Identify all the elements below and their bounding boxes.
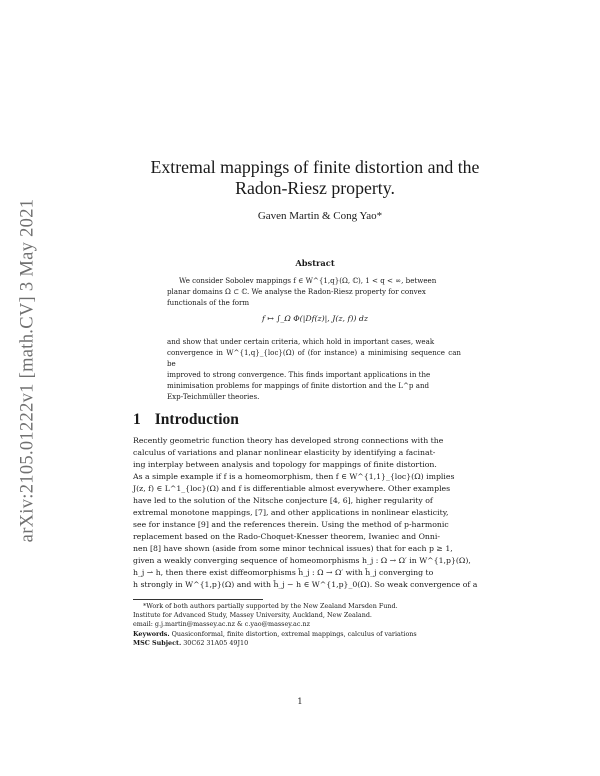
footnote-rule (133, 599, 263, 600)
footnote-keywords (133, 630, 496, 639)
body-line: given a weakly converging sequence of homeomorphisms h_j : Ω → Ω′ in W^{1,p}(Ω), (133, 556, 471, 565)
footnotes (133, 602, 496, 648)
abstract-heading: Abstract (295, 258, 335, 268)
abstract-paragraph-1 (167, 275, 461, 308)
abstract-line: improved to strong convergence. This finds important applications in the (167, 370, 431, 379)
footnote-msc (133, 639, 496, 648)
body-line: calculus of variations and planar nonlinear elasticity by identifying a facinat- (133, 448, 436, 457)
abstract-line: Exp-Teichmüller theories. (167, 392, 260, 401)
paper-title (110, 157, 520, 199)
body-line: J(z, f) ∈ L^1_{loc}(Ω) and f is differentiable almost everywhere. Other examples (133, 484, 451, 493)
arxiv-identifier-text: arXiv:2105.01222v1 [math.CV] 3 May 2021 (17, 198, 38, 542)
title-line-2: Radon-Riesz property. (235, 178, 395, 198)
footnote-institute: Institute for Advanced Study, Massey University, Auckland, New Zealand. (133, 611, 372, 620)
body-line: replacement based on the Rado-Choquet-Knesser theorem, Iwaniec and Onni- (133, 532, 441, 541)
body-line: extremal monotone mappings, [7], and other applications in nonlinear elasticity, (133, 508, 449, 517)
section-title: Introduction (154, 411, 239, 428)
abstract-line: planar domains Ω ⊂ ℂ. We analyse the Radon-Riesz property for convex (167, 287, 426, 296)
keywords-label: Keywords. (133, 629, 170, 638)
abstract-paragraph-2 (167, 336, 461, 402)
footnote-funding: *Work of both authors partially supported by the New Zealand Marsden Fund. (143, 602, 398, 610)
msc-text: 30C62 31A05 49J10 (183, 638, 249, 647)
page-number: 1 (297, 697, 303, 707)
introduction-body (133, 435, 496, 591)
abstract-line: minimisation problems for mappings of finite distortion and the L^p and (167, 381, 430, 390)
authors: Gaven Martin & Cong Yao* (257, 210, 383, 222)
abstract-line: and show that under certain criteria, which hold in important cases, weak (167, 337, 435, 346)
abstract-line: convergence in W^{1,q}_{loc}(Ω) of (for instance) a minimising sequence can be (167, 348, 461, 368)
body-line: h strongly in W^{1,p}(Ω) and with ĥ_j − h ∈ W^{1,p}_0(Ω). So weak convergence of a (133, 580, 478, 589)
body-line: ing interplay between analysis and topology for mappings of finite distortion. (133, 460, 437, 469)
keywords-text: Quasiconformal, finite distortion, extremal mappings, calculus of variations (171, 629, 417, 638)
abstract-line: We consider Sobolev mappings f ∈ W^{1,q}(Ω, ℂ), 1 < q < ∞, between (179, 276, 437, 285)
msc-label: MSC Subject. (133, 638, 182, 647)
arxiv-identifier (4, 170, 52, 570)
body-line: see for instance [9] and the references therein. Using the method of p-harmonic (133, 520, 449, 529)
section-heading (133, 411, 239, 429)
abstract-formula: f ↦ ∫_Ω Φ(|Df(z)|, J(z, f)) dz (261, 314, 369, 323)
body-line: nen [8] have shown (aside from some minor technical issues) that for each p ≥ 1, (133, 544, 453, 553)
abstract-line: functionals of the form (167, 298, 250, 307)
body-line: h_j ⇀ h, then there exist diffeomorphisms ĥ_j : Ω → Ω′ with ĥ_j converging to (133, 568, 434, 577)
footnote-email: email: g.j.martin@massey.ac.nz & c.yao@massey.ac.nz (133, 620, 310, 629)
body-line: As a simple example if f is a homeomorphism, then f ∈ W^{1,1}_{loc}(Ω) implies (133, 472, 455, 481)
body-line: Recently geometric function theory has developed strong connections with the (133, 436, 444, 445)
title-line-1: Extremal mappings of finite distortion and the (150, 157, 480, 177)
section-number: 1 (133, 411, 141, 428)
body-line: have led to the solution of the Nitsche conjecture [4, 6], higher regularity of (133, 496, 433, 505)
